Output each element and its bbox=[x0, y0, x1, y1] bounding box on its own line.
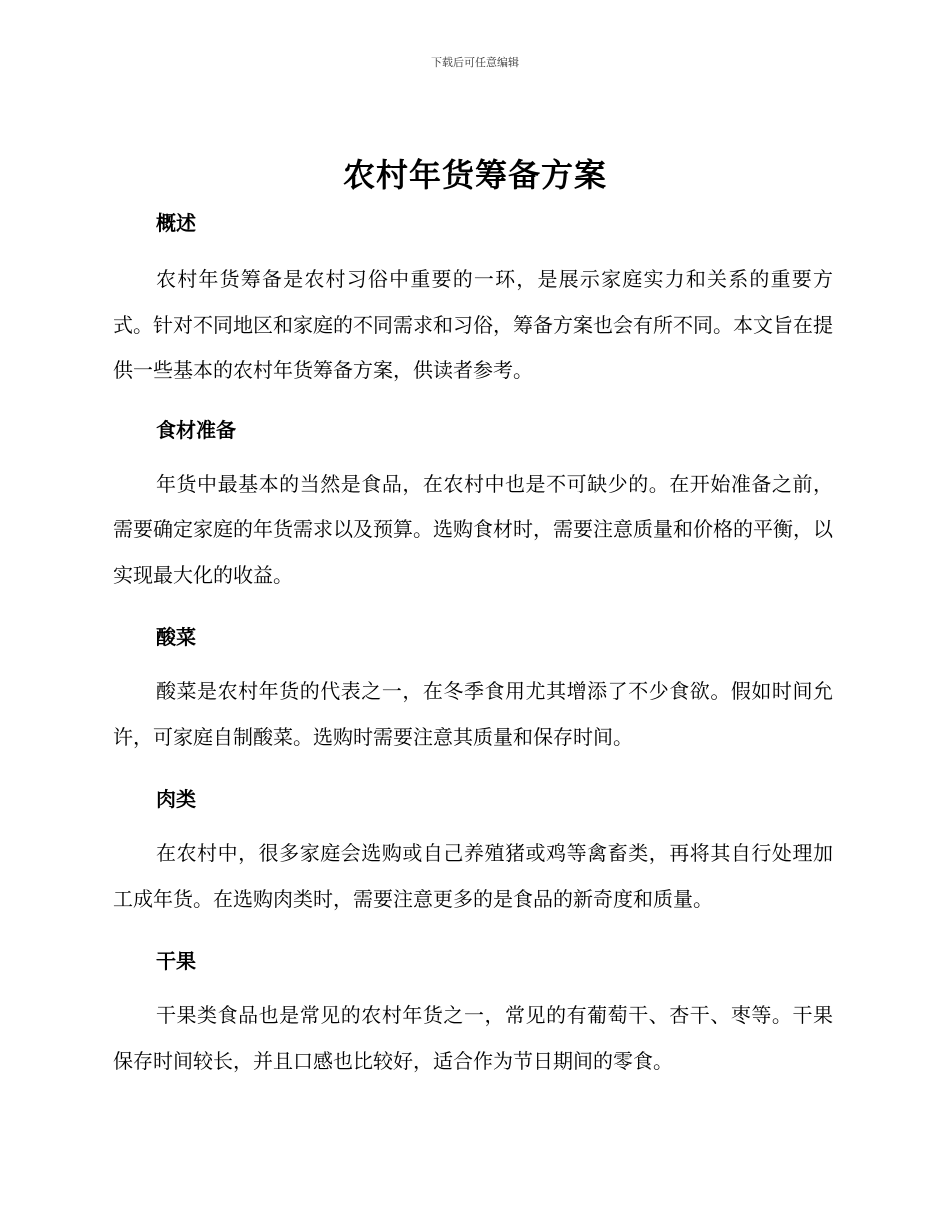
section-heading: 食材准备 bbox=[156, 417, 236, 442]
section-heading: 概述 bbox=[156, 211, 196, 235]
section-paragraph: 在农村中，很多家庭会选购或自己养殖猪或鸡等禽畜类，再将其自行处理加工成年货。在选购肉类时，需要注意更多的是食品的新奇度和质量。 bbox=[113, 841, 833, 911]
section-paragraph: 酸菜是农村年货的代表之一，在冬季食用尤其增添了不少食欲。假如时间允许，可家庭自制酸菜。选购时需要注意其质量和保存时间。 bbox=[113, 679, 833, 749]
section-overview bbox=[113, 205, 833, 394]
section-heading: 酸菜 bbox=[156, 625, 196, 649]
section-sauerkraut bbox=[113, 619, 833, 760]
section-paragraph: 农村年货筹备是农村习俗中重要的一环，是展示家庭实力和关系的重要方式。针对不同地区和家庭的不同需求和习俗，筹备方案也会有所不同。本文旨在提供一些基本的农村年货筹备方案，供读者参考。 bbox=[113, 267, 833, 382]
section-heading: 肉类 bbox=[156, 787, 196, 811]
document-title: 农村年货筹备方案 bbox=[342, 156, 607, 194]
section-paragraph: 年货中最基本的当然是食品，在农村中也是不可缺少的。在开始准备之前，需要确定家庭的年货需求以及预算。选购食材时，需要注意质量和价格的平衡，以实现最大化的收益。 bbox=[113, 471, 833, 587]
section-paragraph: 干果类食品也是常见的农村年货之一，常见的有葡萄干、杏干、枣等。干果保存时间较长，并且口感也比较好，适合作为节日期间的零食。 bbox=[113, 1003, 833, 1073]
document-body bbox=[113, 205, 833, 1084]
section-dried-fruit bbox=[113, 943, 833, 1084]
section-meat bbox=[113, 781, 833, 922]
section-ingredients bbox=[113, 412, 833, 599]
page-header-note: 下载后可任意编辑 bbox=[431, 56, 519, 69]
section-heading: 干果 bbox=[156, 949, 196, 973]
